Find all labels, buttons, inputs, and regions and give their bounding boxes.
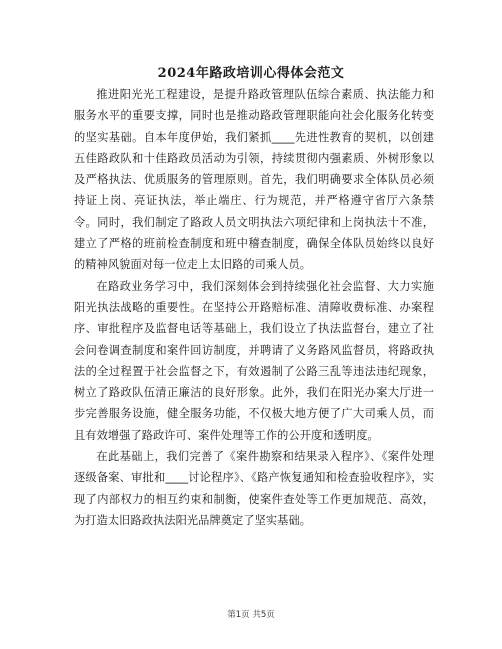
paragraph-2: 在路政业务学习中，我们深刻体会到持续强化社会监督、大力实施阳光执法战略的重要性。在坚持公开路赔标准、清障收费标准、办案程序、审批程序及监督电话等基础上，我们设立了执法监督台，建立了社会问卷调查制度和案件回访制度，并聘请了义务路风监督员，将路政执法的全过程置于社会监督之下，有效遏制了公路三乱等违法违纪现象，树立了路政队伍清正廉洁的良好形象。此外，我们在阳光办案大厅进一步完善服务设施，健全服务功能，不仅极大地方便了广大司乘人员，而且有效增强了路政许可、案件处理等工作的公开度和透明度。 [74,279,434,442]
paragraph-1: 推进阳光光工程建设，是提升路政管理队伍综合素质、执法能力和服务水平的重要支撑，同时也是推动路政管理职能向社会化服务化转变的坚实基础。自本年度伊始，我们紧抓____先进性教育的契机，以创建五佳路政队和十佳路政员活动为引领，持续贯彻内强素质、外树形象以及严格执法、优质服务的管理原则。首先，我们明确要求全体队员必须持证上岗、亮证执法，举止端庄、行为规范，并严格遵守省厅六条禁令。同时，我们制定了路政人员文明执法六项纪律和上岗执法十不准，建立了严格的班前检查制度和班中稽查制度，确保全体队员始终以良好的精神风貌面对每一位走上太旧路的司乘人员。 [74,88,434,272]
page-number-footer: 第1页 共5页 [227,610,275,620]
document-title: 2024年路政培训心得体会范文 [157,66,345,81]
document-body [74,84,434,531]
paragraph-3: 在此基础上，我们完善了《案件勘察和结果录入程序》、《案件处理逐级备案、审批和____讨论程序》、《路产恢复通知和检查验收程序》，实现了内部权力的相互约束和制衡，使案件查处等工作更加规范、高效，为打造太旧路政执法阳光品牌奠定了坚实基础。 [74,450,434,527]
